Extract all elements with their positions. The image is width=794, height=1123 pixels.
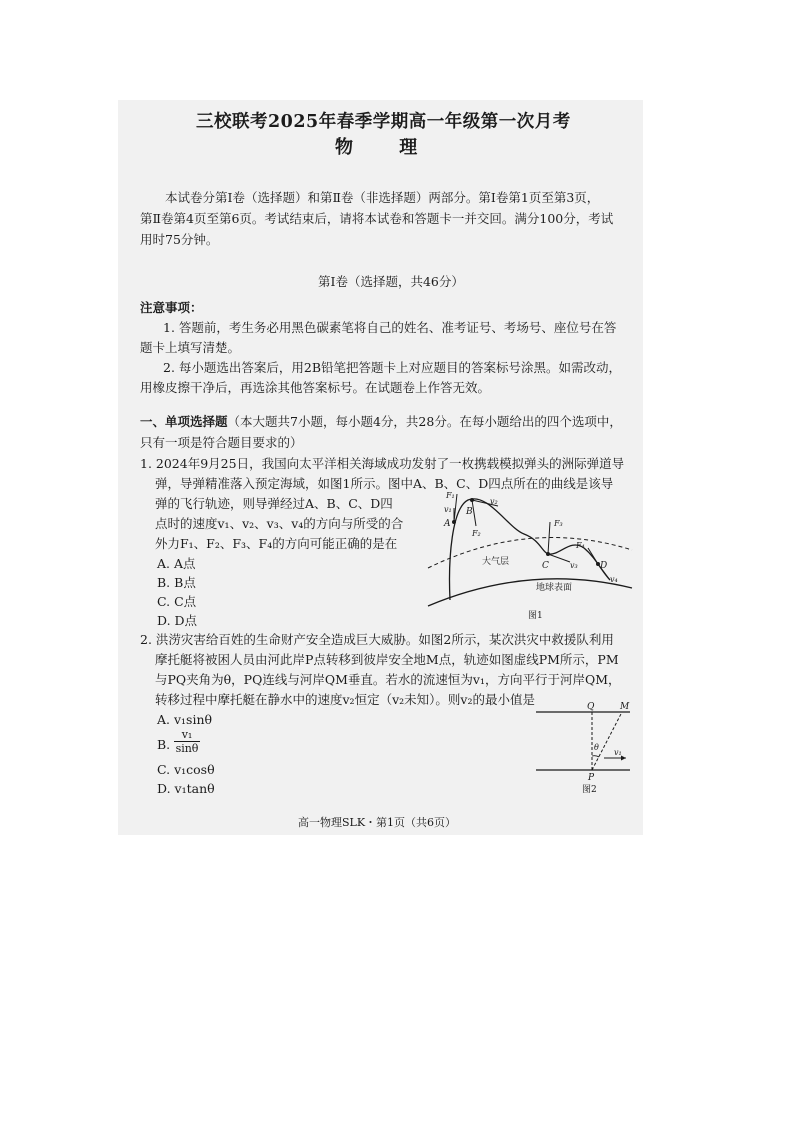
- label-v1: v₁: [614, 748, 622, 757]
- q1-line-2: 弹，导弹精准落入预定海域，如图1所示。图中A、B、C、D四点所在的曲线是该导: [155, 476, 614, 491]
- figure-2-river-diagram: [532, 700, 632, 796]
- label-v3: v₃: [570, 561, 578, 570]
- note-line-2: 题卡上填写清楚。: [140, 340, 241, 355]
- label-f4: F₄: [576, 541, 585, 550]
- subject-title: 物 理: [335, 137, 438, 158]
- exam-title: 三校联考2025年春季学期高一年级第一次月考: [196, 112, 571, 132]
- velocity-v1-arrowhead: [621, 756, 626, 761]
- figure-1-caption: 图1: [528, 611, 543, 621]
- fraction-numerator: v₁: [181, 728, 193, 741]
- fraction-denominator: sinθ: [175, 742, 199, 755]
- figure-1-trajectory-diagram: [420, 488, 635, 623]
- angle-theta-arc: [592, 756, 599, 757]
- label-f3: F₃: [554, 519, 563, 528]
- q1-option-a: A. A点: [157, 556, 196, 571]
- q2-option-b-fraction: [174, 728, 200, 756]
- note-line-1: 1. 答题前，考生务必用黑色碳素笔将自己的姓名、准考证号、考场号、座位号在答: [163, 320, 617, 335]
- label-v1: v₁: [444, 505, 452, 514]
- part1-heading: [140, 414, 622, 430]
- intro-line-1: 本试卷分第Ⅰ卷（选择题）和第Ⅱ卷（非选择题）两部分。第Ⅰ卷第1页至第3页，: [165, 190, 600, 205]
- label-theta: θ: [594, 743, 599, 752]
- note-line-4: 用橡皮擦干净后，再选涂其他答案标号。在试题卷上作答无效。: [140, 380, 491, 395]
- intro-line-3: 用时75分钟。: [140, 232, 219, 247]
- part1-title: 一、单项选择题: [140, 414, 228, 429]
- q1-line-3: 弹的飞行轨迹，则导弹经过A、B、C、D四: [155, 496, 393, 511]
- label-d: D: [600, 561, 608, 571]
- figure-2-caption: 图2: [582, 785, 597, 795]
- page-footer: 高一物理SLK・第1页（共6页）: [298, 816, 457, 829]
- label-m: M: [620, 702, 630, 712]
- q1-line-5: 外力F₁、F₂、F₃、F₄的方向可能正确的是在: [155, 536, 398, 551]
- q2-line-1: 2. 洪涝灾害给百姓的生命财产安全造成巨大威胁。如图2所示，某次洪灾中救援队利用: [140, 632, 614, 647]
- q2-line-4: 转移过程中摩托艇在静水中的速度v₂恒定（v₂未知）。则v₂的最小值是: [155, 692, 535, 707]
- intro-line-2: 第Ⅱ卷第4页至第6页。考试结束后，请将本试卷和答题卡一并交回。满分100分，考试: [140, 211, 614, 226]
- section-title: 第Ⅰ卷（选择题，共46分）: [318, 274, 464, 289]
- part1-desc: （本大题共7小题，每小题4分，共28分。在每小题给出的四个选项中，: [227, 414, 622, 429]
- label-p: P: [588, 773, 595, 783]
- label-v4: v₄: [610, 575, 618, 584]
- q2-option-b-label: B.: [157, 737, 171, 752]
- label-a: A: [444, 519, 451, 529]
- q1-option-d: D. D点: [157, 613, 198, 628]
- label-q: Q: [587, 702, 595, 712]
- q1-line-1: 1. 2024年9月25日，我国向太平洋相关海域成功发射了一枚携载模拟弹头的洲际弹道导: [140, 456, 625, 471]
- velocity-v3-arrow: [548, 554, 570, 562]
- force-f4-arrow: [588, 548, 598, 564]
- q2-option-d: D. v₁tanθ: [157, 781, 215, 796]
- label-b: B: [466, 507, 473, 517]
- earth-surface: [428, 579, 632, 606]
- label-atmosphere: 大气层: [482, 557, 510, 567]
- q1-option-c: C. C点: [157, 594, 197, 609]
- q2-option-a: A. v₁sinθ: [157, 712, 213, 727]
- line-pm: [592, 712, 622, 770]
- label-v2: v₂: [490, 497, 498, 506]
- label-c: C: [542, 561, 549, 571]
- part1-desc-line-2: 只有一项是符合题目要求的）: [140, 435, 303, 450]
- note-line-3: 2. 每小题选出答案后，用2B铅笔把答题卡上对应题目的答案标号涂黑。如需改动，: [163, 360, 622, 375]
- q2-line-2: 摩托艇将被困人员由河此岸P点转移到彼岸安全地M点，轨迹如图虚线PM所示，PM: [155, 652, 619, 667]
- q2-option-c: C. v₁cosθ: [157, 762, 215, 777]
- label-f1: F₁: [446, 491, 455, 500]
- label-f2: F₂: [472, 529, 481, 538]
- notes-heading: 注意事项：: [140, 300, 203, 315]
- q1-option-b: B. B点: [157, 575, 196, 590]
- q1-line-4: 点时的速度v₁、v₂、v₃、v₄的方向与所受的合: [155, 516, 404, 531]
- q2-line-3: 与PQ夹角为θ，PQ连线与河岸QM垂直。若水的流速恒为v₁，方向平行于河岸QM，: [155, 672, 621, 687]
- label-earth-surface: 地球表面: [536, 583, 573, 593]
